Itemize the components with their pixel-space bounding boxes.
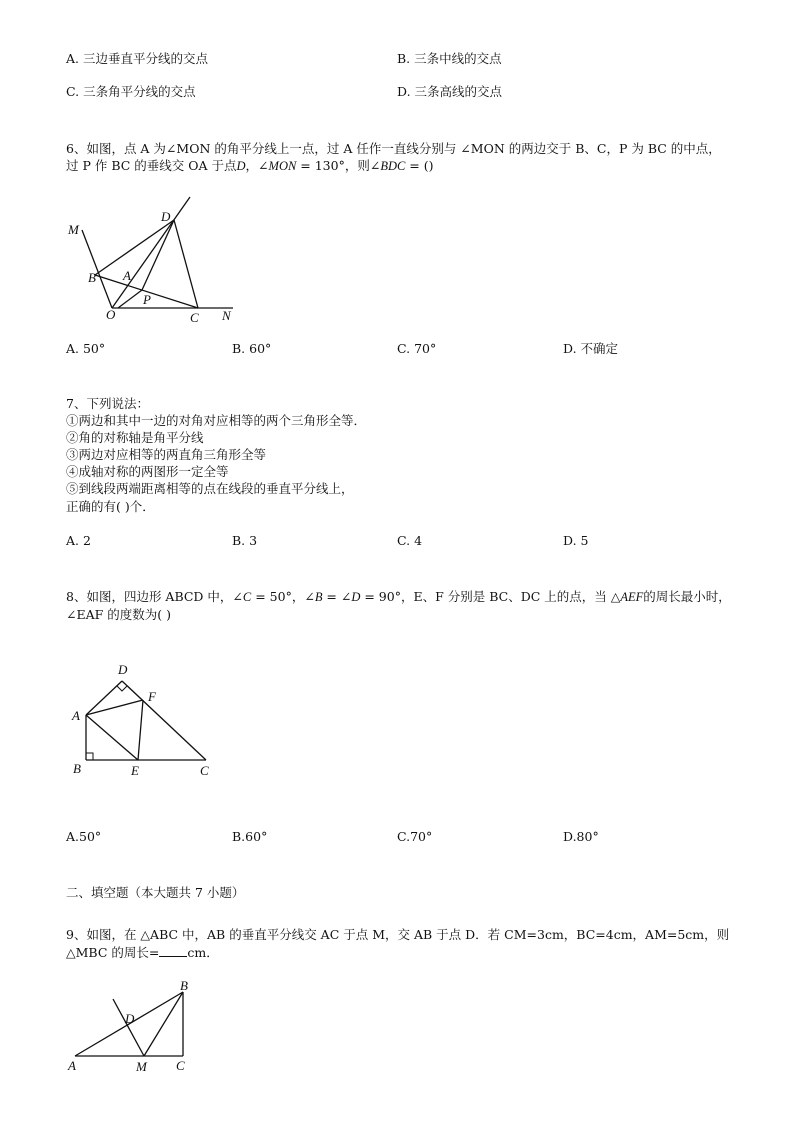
q9-stem-line2: △MBC 的周长= cm．	[66, 945, 219, 960]
q7-item-1: ①两边和其中一边的对角对应相等的两个三角形全等．	[66, 413, 367, 428]
q9-label-c: C	[176, 1058, 185, 1073]
q6-label-n: N	[222, 308, 231, 323]
q5-option-b: B. 三条中线的交点	[397, 51, 502, 66]
q7-item-5: ⑤到线段两端距离相等的点在线段的垂直平分线上，	[66, 481, 354, 496]
q6-label-d: D	[161, 209, 171, 224]
q6-label-o: O	[106, 307, 116, 322]
q7-option-b: B. 3	[232, 533, 258, 548]
q7-intro: 7、下列说法：	[66, 396, 149, 411]
q9-answer-blank[interactable]	[159, 945, 187, 957]
q8-label-a: A	[72, 708, 80, 723]
q7-option-d: D. 5	[563, 533, 589, 548]
q6-option-c: C. 70°	[397, 341, 437, 356]
q6-option-a: A. 50°	[66, 341, 106, 356]
q7-option-a: A. 2	[66, 533, 91, 548]
q6-option-d: D. 不确定	[563, 341, 619, 356]
q5-option-d: D. 三条高线的交点	[397, 84, 503, 99]
q5-option-c: C. 三条角平分线的交点	[66, 84, 196, 99]
q7-option-c: C. 4	[397, 533, 423, 548]
q8-label-c: C	[200, 763, 209, 778]
q6-label-m: M	[68, 222, 79, 237]
q6-stem-line1: 6、如图，点 A 为∠MON 的角平分线上一点，过 A 任作一直线分别与 ∠MON 的两边交于 B、C，P 为 BC 的中点，	[66, 141, 721, 156]
q9-label-d: D	[125, 1011, 135, 1026]
q7-item-3: ③两边对应相等的两直角三角形全等	[66, 447, 267, 462]
q9-figure	[60, 978, 210, 1078]
q9-label-m: M	[136, 1059, 147, 1074]
q7-ending: 正确的有( )个．	[66, 499, 155, 514]
q9-label-b: B	[180, 978, 188, 993]
q6-label-b: B	[88, 270, 96, 285]
q8-option-c: C.70°	[397, 829, 433, 844]
q8-option-b: B.60°	[232, 829, 268, 844]
q6-label-c: C	[190, 310, 199, 325]
q8-label-f: F	[148, 689, 156, 704]
q8-label-e: E	[131, 763, 139, 778]
q8-label-b: B	[73, 761, 81, 776]
q9-stem-line1: 9、如图，在 △ABC 中，AB 的垂直平分线交 AC 于点 M，交 AB 于点 D．若 CM=3cm，BC=4cm，AM=5cm，则	[66, 927, 730, 942]
q8-option-d: D.80°	[563, 829, 599, 844]
q8-option-a: A.50°	[66, 829, 102, 844]
q8-label-d: D	[118, 662, 128, 677]
q9-label-a: A	[68, 1058, 76, 1073]
q8-stem-line2: ∠EAF 的度数为( )	[66, 607, 171, 622]
q6-stem-line2: 过 P 作 BC 的垂线交 OA 于点D，∠MON = 130°，则∠BDC = ()	[66, 158, 434, 173]
q7-item-2: ②角的对称轴是角平分线	[66, 430, 204, 445]
q6-option-b: B. 60°	[232, 341, 272, 356]
q6-label-p: P	[143, 292, 151, 307]
q6-label-a: A	[123, 268, 131, 283]
q5-option-a: A. 三边垂直平分线的交点	[66, 51, 208, 66]
q8-figure	[66, 657, 226, 782]
section-heading: 二、填空题（本大题共 7 小题）	[66, 885, 245, 900]
q7-item-4: ④成轴对称的两图形一定全等	[66, 464, 229, 479]
q6-figure	[60, 192, 250, 327]
q8-stem-line1: 8、如图，四边形 ABCD 中，∠C = 50°，∠B = ∠D = 90°，E、F 分别是 BC、DC 上的点，当 △AEF的周长最小时，	[66, 589, 731, 604]
